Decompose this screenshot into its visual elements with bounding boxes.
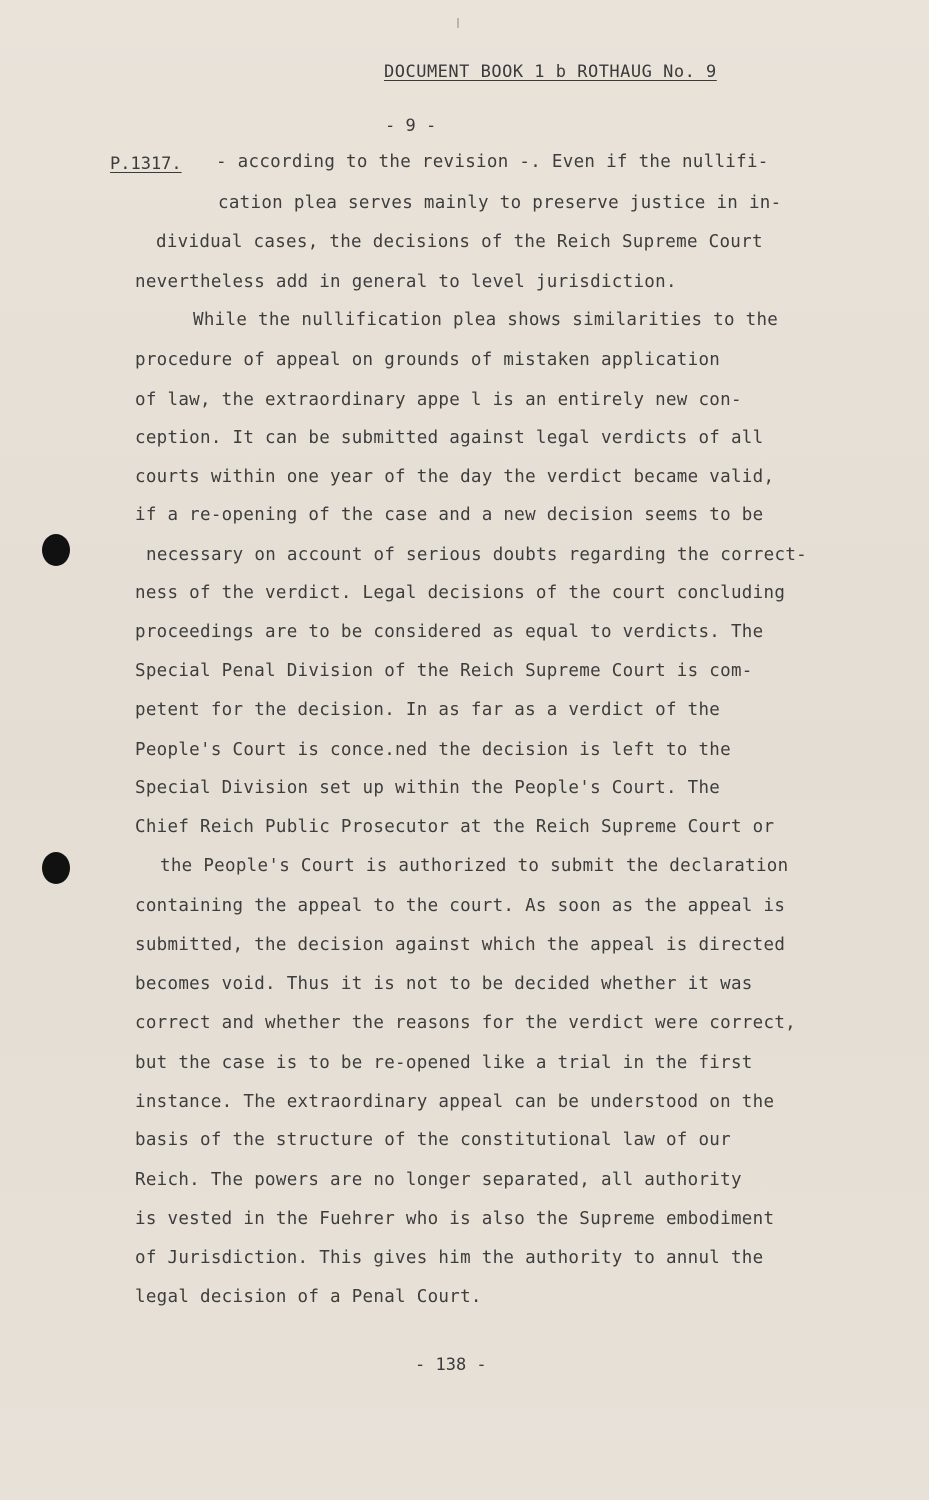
paper-mark	[457, 18, 459, 28]
body-line: submitted, the decision against which the appeal is directed	[135, 935, 786, 955]
body-line: Reich. The powers are no longer separated, all authority	[135, 1170, 742, 1190]
body-line: petent for the decision. In as far as a verdict of the	[135, 700, 721, 720]
body-line: necessary on account of serious doubts regarding the correct-	[146, 545, 807, 565]
body-line: becomes void. Thus it is not to be decided whether it was	[135, 974, 753, 994]
body-line: correct and whether the reasons for the verdict were correct,	[135, 1013, 796, 1033]
body-line: but the case is to be re-opened like a trial in the first	[135, 1053, 753, 1073]
footer-page-number: - 138 -	[415, 1355, 487, 1375]
punch-hole	[42, 852, 70, 884]
body-line: basis of the structure of the constitutional law of our	[135, 1130, 731, 1150]
body-line: containing the appeal to the court. As soon as the appeal is	[135, 896, 786, 916]
body-line: dividual cases, the decisions of the Reich Supreme Court	[156, 232, 763, 252]
body-line: the People's Court is authorized to submit the declaration	[160, 856, 789, 876]
body-line: is vested in the Fuehrer who is also the Supreme embodiment	[135, 1209, 775, 1229]
body-line: procedure of appeal on grounds of mistaken application	[135, 350, 721, 370]
body-line: ness of the verdict. Legal decisions of the court concluding	[135, 583, 786, 603]
page-number: - 9 -	[385, 116, 437, 136]
body-line: Special Penal Division of the Reich Supreme Court is com-	[135, 661, 753, 681]
body-line: if a re-opening of the case and a new decision seems to be	[135, 505, 764, 525]
body-line: Special Division set up within the People's Court. The	[135, 778, 721, 798]
body-line: instance. The extraordinary appeal can be understood on the	[135, 1092, 775, 1112]
body-line: Chief Reich Public Prosecutor at the Reich Supreme Court or	[135, 817, 775, 837]
punch-hole	[42, 534, 70, 566]
body-line: ception. It can be submitted against legal verdicts of all	[135, 428, 764, 448]
body-line: People's Court is conce.ned the decision is left to the	[135, 740, 731, 760]
body-line: of law, the extraordinary appe l is an entirely new con-	[135, 390, 742, 410]
body-line: nevertheless add in general to level jurisdiction.	[135, 272, 677, 292]
body-line: of Jurisdiction. This gives him the authority to annul the	[135, 1248, 764, 1268]
body-line: While the nullification plea shows similarities to the	[193, 310, 779, 330]
body-line: legal decision of a Penal Court.	[135, 1287, 482, 1307]
body-line: proceedings are to be considered as equal to verdicts. The	[135, 622, 764, 642]
document-header: DOCUMENT BOOK 1 b ROTHAUG No. 9	[384, 62, 717, 82]
page-reference: P.1317.	[110, 154, 182, 174]
body-line: courts within one year of the day the verdict became valid,	[135, 467, 775, 487]
body-line: cation plea serves mainly to preserve justice in in-	[218, 193, 782, 213]
body-line: - according to the revision -. Even if the nullifi-	[216, 152, 769, 172]
